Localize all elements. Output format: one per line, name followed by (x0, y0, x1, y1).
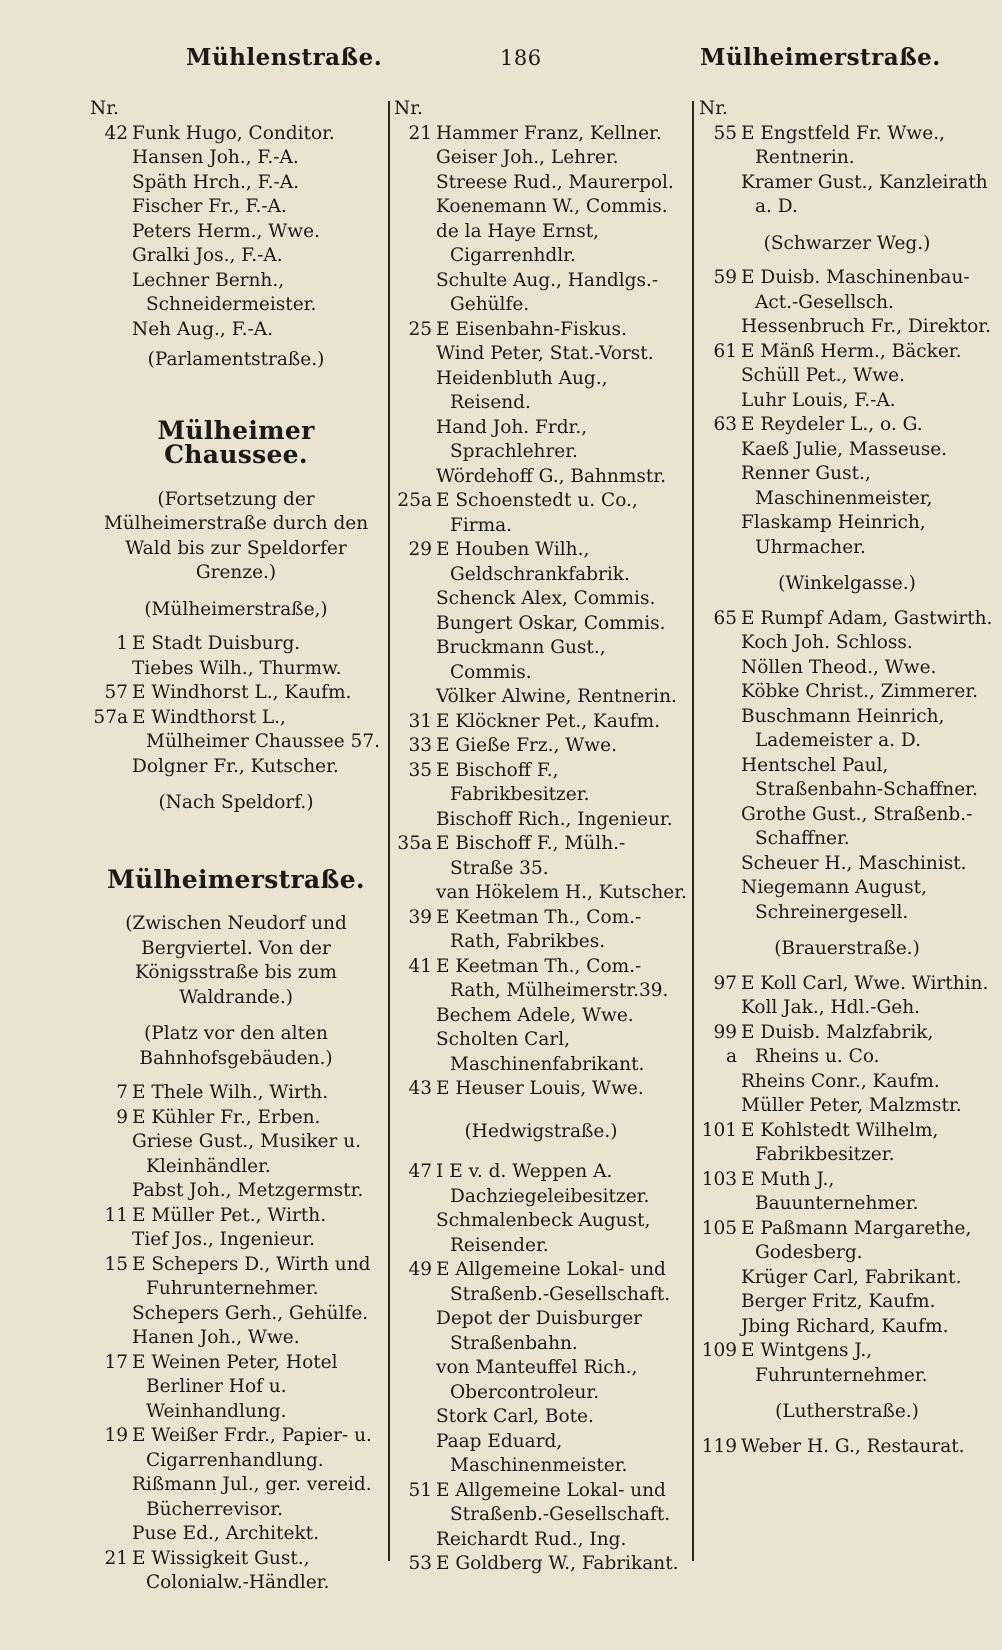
house-number: 119 (701, 1435, 737, 1457)
directory-entry (394, 1077, 688, 1102)
section-note: (Zwischen Neudorf und Bergviertel. Von der Königsstraße bis zum Waldrande.) (125, 913, 347, 1008)
resident-text: E Schepers D., Wirth und Fuhrunternehmer. (132, 1253, 371, 1299)
resident-text: Tiebes Wilh., Thurmw. (132, 657, 342, 679)
resident-text: Neh Aug., F.-A. (132, 318, 274, 340)
directory-entry (394, 538, 688, 587)
directory-entry (90, 1081, 382, 1106)
resident-text: E Windthorst L., Mülheimer Chaussee 57. (132, 706, 380, 752)
resident-text: Schüll Pet., Wwe. (741, 365, 905, 386)
resident-text: Puse Ed., Architekt. (132, 1523, 319, 1544)
section-title: Mülheimerstraße. (107, 864, 365, 894)
resident-text: Kaeß Julie, Masseuse. (741, 438, 948, 460)
directory-entry (394, 881, 688, 906)
resident-text: E Duisb. Malzfabrik, Rheins u. Co. (741, 1021, 934, 1067)
directory-entry (699, 1315, 995, 1340)
house-number: 47 (408, 1161, 432, 1182)
resident-text: Müller Peter, Malzmstr. (741, 1095, 962, 1116)
house-number: 33 (408, 735, 432, 756)
directory-entry (394, 1028, 688, 1077)
resident-text: E Koll Carl, Wwe. Wirthin. (741, 972, 989, 994)
directory-entry (394, 146, 688, 171)
resident-text: E Rumpf Adam, Gastwirth. (741, 607, 993, 629)
directory-entry (394, 906, 688, 955)
house-number: 65 (713, 607, 737, 629)
entry-list (90, 632, 382, 779)
directory-entry (394, 612, 688, 637)
resident-text: E Houben Wilh., Geldschrankfabrik. (436, 539, 630, 585)
directory-entry (90, 755, 382, 780)
house-number: 29 (408, 539, 432, 560)
directory-entry (699, 122, 995, 171)
directory-entry (394, 759, 688, 808)
directory-entry (394, 587, 688, 612)
column-2 (394, 97, 688, 1577)
page-header (0, 44, 1002, 80)
nr-label: Nr. (90, 98, 119, 119)
resident-text: Scheuer H., Maschinist. (741, 852, 967, 874)
resident-text: de la Haye Ernst, Cigarrenhdlr. (436, 220, 600, 266)
resident-text: Jbing Richard, Kaufm. (741, 1315, 949, 1337)
nr-label: Nr. (394, 98, 423, 119)
resident-text: E Windhorst L., Kaufm. (132, 682, 352, 703)
resident-text: E Wintgens J., Fuhrunternehmer. (741, 1340, 928, 1386)
resident-text: I E v. d. Weppen A. Dachziegeleibesitzer. (436, 1161, 650, 1207)
house-number: 41 (408, 955, 432, 977)
directory-entry (394, 685, 688, 710)
resident-text: Geiser Joh., Lehrer. (436, 147, 619, 168)
house-number: 57a (93, 706, 128, 728)
house-number: 21 (408, 122, 432, 144)
section-title: Mülheimer Chaussee. (157, 415, 315, 469)
directory-entry (699, 852, 995, 877)
resident-text: Scholten Carl, Maschinenfabrikant. (436, 1029, 645, 1075)
directory-entry (699, 1094, 995, 1119)
resident-text: Hentschel Paul, Straßenbahn-Schaffner. (741, 754, 978, 800)
directory-entry (394, 195, 688, 220)
resident-text: E Kohlstedt Wilhelm, Fabrikbesitzer. (741, 1119, 939, 1165)
directory-entry (394, 220, 688, 269)
directory-entry (394, 710, 688, 735)
directory-entry (90, 146, 382, 171)
house-number: 39 (408, 906, 432, 928)
resident-text: Flaskamp Heinrich, Uhrmacher. (741, 512, 926, 558)
resident-text: Griese Gust., Musiker u. Kleinhändler. (132, 1131, 362, 1177)
header-right-title: Mülheimerstraße. (700, 44, 941, 71)
directory-entry (699, 266, 995, 315)
directory-entry (90, 1473, 382, 1522)
directory-entry (394, 318, 688, 343)
directory-entry (699, 1168, 995, 1217)
house-number: 21 (104, 1547, 128, 1569)
resident-text: E Thele Wilh., Wirth. (132, 1082, 329, 1103)
resident-text: Krüger Carl, Fabrikant. (741, 1266, 962, 1288)
resident-text: Weber H. G., Restaurat. (741, 1435, 965, 1457)
house-number: 42 (104, 122, 128, 144)
directory-entry (394, 342, 688, 367)
cross-street-label: (Schwarzer Weg.) (763, 232, 931, 254)
directory-entry (394, 1160, 688, 1209)
resident-text: E Paßmann Margarethe, Godesberg. (741, 1217, 972, 1263)
resident-text: Dolgner Fr., Kutscher. (132, 755, 339, 777)
resident-text: Hanen Joh., Wwe. (132, 1327, 300, 1348)
directory-entry (394, 1528, 688, 1553)
resident-text: Bungert Oskar, Commis. (436, 612, 666, 634)
directory-entry (394, 955, 688, 1004)
directory-entry (90, 1547, 382, 1596)
cross-street-label: (Hedwigstraße.) (464, 1120, 618, 1142)
resident-text: Koch Joh. Schloss. (741, 632, 913, 653)
directory-entry (699, 462, 995, 511)
directory-entry (394, 489, 688, 538)
resident-text: Gralki Jos., F.-A. (132, 245, 283, 266)
resident-text: E Klöckner Pet., Kaufm. (436, 710, 661, 732)
directory-entry (394, 1430, 688, 1479)
resident-text: Schepers Gerh., Gehülfe. (132, 1302, 369, 1324)
directory-entry (699, 607, 995, 632)
directory-entry (90, 657, 382, 682)
resident-text: Niegemann August, Schreinergesell. (741, 877, 927, 923)
directory-entry (90, 1228, 382, 1253)
resident-text: Tief Jos., Ingenieur. (132, 1229, 316, 1250)
resident-text: E Müller Pet., Wirth. (132, 1204, 327, 1226)
resident-text: E Duisb. Maschinenbau-Act.-Gesellsch. (741, 267, 970, 313)
directory-entry (394, 1552, 688, 1577)
resident-text: E Weinen Peter, Hotel Berliner Hof u. Weinhandlung. (132, 1351, 338, 1422)
resident-text: Streese Rud., Maurerpol. (436, 171, 674, 193)
directory-entry (699, 364, 995, 389)
directory-entry (699, 413, 995, 438)
directory-entry (90, 1522, 382, 1547)
resident-text: Hand Joh. Frdr., Sprachlehrer. (436, 416, 588, 462)
directory-entry (90, 318, 382, 343)
directory-entry (90, 122, 382, 147)
entry-list (90, 122, 382, 343)
directory-entry (394, 636, 688, 685)
column-1 (90, 97, 382, 1596)
resident-text: Luhr Louis, F.-A. (741, 389, 896, 411)
resident-text: Schmalenbeck August, Reisender. (436, 1210, 651, 1256)
directory-entry (699, 340, 995, 365)
house-number: 105 (701, 1217, 737, 1239)
directory-entry (699, 1339, 995, 1388)
directory-entry (699, 656, 995, 681)
house-number: 109 (701, 1340, 737, 1361)
entry-list (699, 266, 995, 560)
resident-text: Fischer Fr., F.-A. (132, 196, 287, 217)
resident-text: Schulte Aug., Handlgs.-Gehülfe. (436, 269, 659, 315)
directory-entry (90, 195, 382, 220)
resident-text: Kramer Gust., Kanzleirath a. D. (741, 171, 988, 217)
cross-street-label: (Mülheimerstraße,) (144, 598, 328, 620)
section-note: (Fortsetzung der Mülheimerstraße durch den Wald bis zur Speldorfer Grenze.) (103, 488, 369, 583)
directory-entry (394, 1258, 688, 1307)
directory-entry (699, 1217, 995, 1266)
house-number: 51 (408, 1479, 432, 1501)
directory-entry (90, 1179, 382, 1204)
directory-entry (699, 511, 995, 560)
directory-entry (394, 367, 688, 416)
resident-text: van Hökelem H., Kutscher. (436, 882, 687, 903)
resident-text: Bechem Adele, Wwe. (436, 1004, 634, 1026)
entry-list (394, 122, 688, 1102)
directory-entry (394, 832, 688, 881)
directory-entry (394, 1356, 688, 1405)
column-3 (699, 97, 995, 1459)
directory-entry (90, 1302, 382, 1327)
house-number: 11 (104, 1204, 128, 1226)
resident-text: E Allgemeine Lokal- und Straßenb.-Gesellschaft. (436, 1479, 671, 1525)
cross-street-label: (Winkelgasse.) (778, 573, 916, 594)
column-divider-2 (692, 101, 694, 1561)
directory-entry (699, 680, 995, 705)
directory-entry (699, 1021, 995, 1070)
resident-text: Bischoff Rich., Ingenieur. (436, 808, 673, 830)
directory-entry (394, 465, 688, 490)
resident-text: E Stadt Duisburg. (132, 633, 301, 654)
directory-entry (699, 803, 995, 852)
entry-list (90, 1081, 382, 1596)
entry-list (699, 607, 995, 926)
house-number: 31 (408, 710, 432, 732)
resident-text: Späth Hrch., F.-A. (132, 171, 299, 193)
directory-entry (90, 1204, 382, 1229)
directory-entry (699, 438, 995, 463)
house-number: 101 (701, 1119, 737, 1141)
house-number: 57 (104, 682, 128, 703)
directory-entry (699, 315, 995, 340)
house-number: 59 (713, 267, 737, 288)
entry-list (699, 972, 995, 1389)
resident-text: Buschmann Heinrich, Lademeister a. D. (741, 705, 945, 751)
directory-entry (90, 1106, 382, 1131)
directory-entry (699, 1290, 995, 1315)
resident-text: Koenemann W., Commis. (436, 196, 668, 217)
directory-entry (90, 171, 382, 196)
entry-list (699, 122, 995, 220)
resident-text: Paap Eduard, Maschinenmeister. (436, 1430, 628, 1476)
resident-text: Depot der Duisburger Straßenbahn. (436, 1308, 642, 1354)
directory-entry (90, 244, 382, 269)
resident-text: E Heuser Louis, Wwe. (436, 1078, 644, 1099)
resident-text: Lechner Bernh., Schneidermeister. (132, 269, 317, 315)
resident-text: Renner Gust., Maschinenmeister, (741, 463, 933, 509)
cross-street-label: (Lutherstraße.) (775, 1401, 919, 1422)
resident-text: Wind Peter, Stat.-Vorst. (436, 343, 654, 364)
resident-text: E Keetman Th., Com.-Rath, Fabrikbes. (436, 906, 642, 952)
resident-text: Köbke Christ., Zimmerer. (741, 681, 979, 702)
directory-entry (699, 1435, 995, 1460)
resident-text: E Wissigkeit Gust., Colonialw.-Händler. (132, 1547, 330, 1593)
resident-text: Hammer Franz, Kellner. (436, 122, 662, 144)
resident-text: Schenck Alex, Commis. (436, 588, 656, 609)
resident-text: E Weißer Frdr., Papier- u. Cigarrenhandlung. (132, 1425, 372, 1471)
resident-text: Bruckmann Gust., Commis. (436, 637, 606, 683)
directory-entry (394, 122, 688, 147)
directory-entry (394, 734, 688, 759)
resident-text: E Allgemeine Lokal- und Straßenb.-Gesellschaft. (436, 1259, 671, 1305)
directory-entry (699, 876, 995, 925)
resident-text: Funk Hugo, Conditor. (132, 122, 335, 144)
house-number: 99 a (713, 1021, 737, 1067)
resident-text: E Engstfeld Fr. Wwe., Rentnerin. (741, 122, 945, 168)
house-number: 103 (701, 1168, 737, 1190)
page-number: 186 (500, 46, 542, 70)
house-number: 61 (713, 340, 737, 362)
directory-entry (699, 1070, 995, 1095)
resident-text: Berger Fritz, Kaufm. (741, 1291, 936, 1312)
directory-entry (699, 705, 995, 754)
resident-text: Rißmann Jul., ger. vereid. Bücherrevisor. (132, 1474, 372, 1520)
house-number: 9 (116, 1106, 128, 1128)
house-number: 55 (713, 122, 737, 144)
resident-text: Grothe Gust., Straßenb.-Schaffner. (741, 803, 973, 849)
directory-entry (394, 416, 688, 465)
resident-text: Rheins Conr., Kaufm. (741, 1070, 940, 1092)
house-number: 7 (116, 1082, 128, 1103)
entry-list (394, 1160, 688, 1577)
house-number: 97 (713, 972, 737, 994)
resident-text: E Reydeler L., o. G. (741, 414, 923, 435)
column-divider-1 (388, 101, 390, 1561)
resident-text: E Eisenbahn-Fiskus. (436, 318, 627, 340)
house-number: 25a (397, 490, 432, 511)
directory-entry (90, 706, 382, 755)
directory-entry (699, 972, 995, 997)
directory-entry (394, 1479, 688, 1528)
cross-street-label: (Parlamentstraße.) (147, 349, 325, 370)
directory-entry (394, 1405, 688, 1430)
directory-entry (699, 631, 995, 656)
header-left-title: Mühlenstraße. (186, 44, 383, 71)
directory-entry (699, 1119, 995, 1168)
resident-text: Wördehoff G., Bahnmstr. (436, 465, 666, 487)
directory-entry (90, 220, 382, 245)
directory-entry (394, 1004, 688, 1029)
directory-entry (90, 1326, 382, 1351)
resident-text: von Manteuffel Rich., Obercontroleur. (436, 1357, 638, 1403)
directory-entry (90, 1130, 382, 1179)
directory-entry (699, 754, 995, 803)
resident-text: Nöllen Theod., Wwe. (741, 656, 937, 678)
house-number: 49 (408, 1259, 432, 1280)
cross-street-label: (Nach Speldorf.) (158, 792, 314, 813)
resident-text: Heidenbluth Aug., Reisend. (436, 367, 608, 413)
directory-entry (699, 389, 995, 414)
resident-text: E Bischoff F., Mülh.-Straße 35. (436, 833, 626, 879)
directory-entry (394, 1209, 688, 1258)
directory-entry (699, 996, 995, 1021)
directory-entry (394, 171, 688, 196)
entry-list (699, 1435, 995, 1460)
resident-text: E Schoenstedt u. Co., Firma. (436, 490, 638, 536)
house-number: 53 (408, 1553, 432, 1574)
resident-text: Koll Jak., Hdl.-Geh. (741, 997, 921, 1018)
house-number: 35 (408, 759, 432, 781)
directory-entry (90, 1351, 382, 1425)
resident-text: E Bischoff F., Fabrikbesitzer. (436, 759, 590, 805)
directory-entry (90, 681, 382, 706)
directory-entry (699, 171, 995, 220)
directory-entry (90, 632, 382, 657)
resident-text: Völker Alwine, Rentnerin. (436, 686, 677, 707)
house-number: 19 (104, 1425, 128, 1446)
directory-entry (90, 1253, 382, 1302)
resident-text: Peters Herm., Wwe. (132, 220, 320, 242)
resident-text: E Goldberg W., Fabrikant. (436, 1553, 679, 1574)
cross-street-label: (Brauerstraße.) (774, 938, 920, 959)
resident-text: Reichardt Rud., Ing. (436, 1528, 627, 1550)
house-number: 63 (713, 414, 737, 435)
directory-entry (90, 1424, 382, 1473)
house-number: 1 (116, 633, 128, 654)
house-number: 35a (397, 833, 432, 854)
directory-entry (699, 1266, 995, 1291)
house-number: 15 (104, 1253, 128, 1275)
resident-text: E Keetman Th., Com.-Rath, Mülheimerstr.39. (436, 955, 669, 1001)
resident-text: Stork Carl, Bote. (436, 1406, 594, 1427)
directory-entry (90, 269, 382, 318)
resident-text: E Muth J., Bauunternehmer. (741, 1168, 919, 1214)
directory-entry (394, 1307, 688, 1356)
resident-text: Hessenbruch Fr., Direktor. (741, 316, 991, 337)
resident-text: Hansen Joh., F.-A. (132, 147, 299, 168)
resident-text: E Kühler Fr., Erben. (132, 1106, 321, 1128)
directory-entry (394, 269, 688, 318)
house-number: 25 (408, 318, 432, 340)
resident-text: E Gieße Frz., Wwe. (436, 735, 617, 756)
resident-text: E Mänß Herm., Bäcker. (741, 340, 962, 362)
directory-entry (394, 808, 688, 833)
cross-street-label: (Platz vor den alten Bahnhofsgebäuden.) (139, 1023, 333, 1069)
house-number: 43 (408, 1078, 432, 1099)
resident-text: Pabst Joh., Metzgermstr. (132, 1180, 364, 1201)
nr-label: Nr. (699, 98, 728, 119)
house-number: 17 (104, 1351, 128, 1373)
